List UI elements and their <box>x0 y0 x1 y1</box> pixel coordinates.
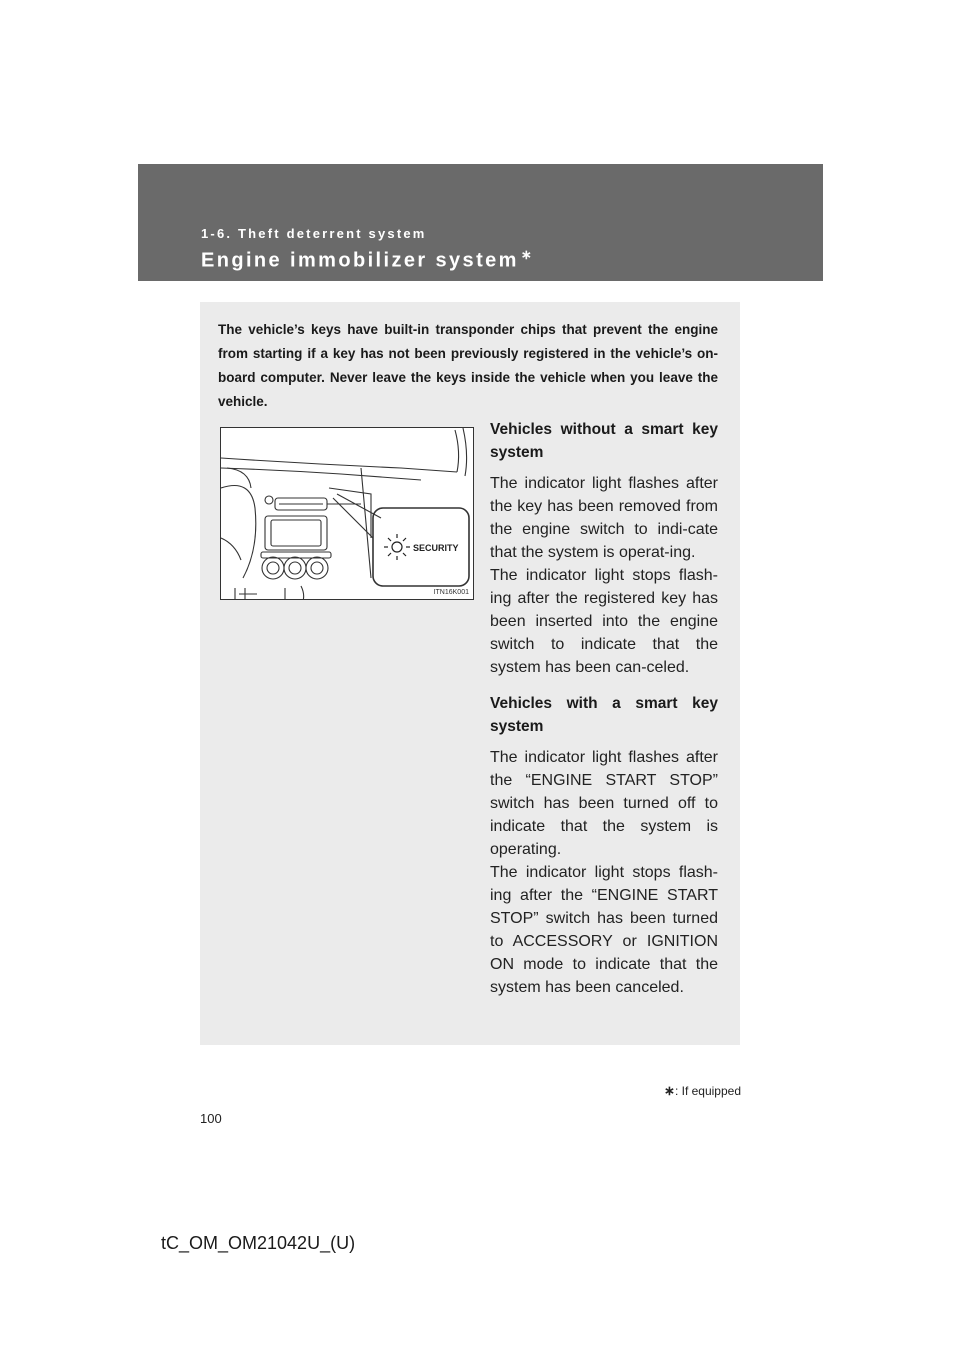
paragraph-no-smart-key-flash: The indicator light flashes after the key has been removed from the engine switch to indi-cate that the system is operat-ing. <box>490 475 718 561</box>
dashboard-drawing <box>221 428 474 600</box>
heading-no-smart-key: Vehicles without a smart key system <box>490 421 718 461</box>
description-column <box>490 418 718 999</box>
paragraph-smart-key-stop: The indicator light stops flash-ing after the “ENGINE START STOP” switch has been turned to ACCESSORY or IGNITION ON mode to indicate that the system has been canceled. <box>490 864 718 996</box>
figure-code: ITN16K001 <box>433 589 469 596</box>
page-title <box>201 247 534 273</box>
paragraph-smart-key-flash: The indicator light flashes after the “ENGINE START STOP” switch has been turned off to indicate that the system is operating. <box>490 749 718 858</box>
content-panel <box>200 302 740 1045</box>
heading-smart-key: Vehicles with a smart key system <box>490 695 718 735</box>
header-band <box>138 164 823 281</box>
intro-text: The vehicle’s keys have built-in transponder chips that prevent the engine from starting if a key has not been previously registered in the vehicle’s on-board computer. Never leave the keys inside the vehicle when you leave the vehicle. <box>218 322 718 409</box>
footnote-text: : If equipped <box>674 1084 741 1098</box>
footnote <box>600 1083 741 1099</box>
security-indicator-label: SECURITY <box>413 543 459 553</box>
if-equipped-mark: ∗ <box>520 247 535 262</box>
document-id: tC_OM_OM21042U_(U) <box>161 1233 356 1253</box>
section-label: 1-6. Theft deterrent system <box>201 226 427 241</box>
footnote-mark: ∗ <box>664 1083 675 1098</box>
dashboard-illustration <box>220 427 474 600</box>
indicator-light-icon <box>384 534 410 560</box>
page-number: 100 <box>200 1111 222 1126</box>
paragraph-no-smart-key-stop: The indicator light stops flash-ing after the registered key has been inserted into the engine switch to indicate that the system has been can-celed. <box>490 567 718 676</box>
page-title-text: Engine immobilizer system <box>201 249 519 272</box>
